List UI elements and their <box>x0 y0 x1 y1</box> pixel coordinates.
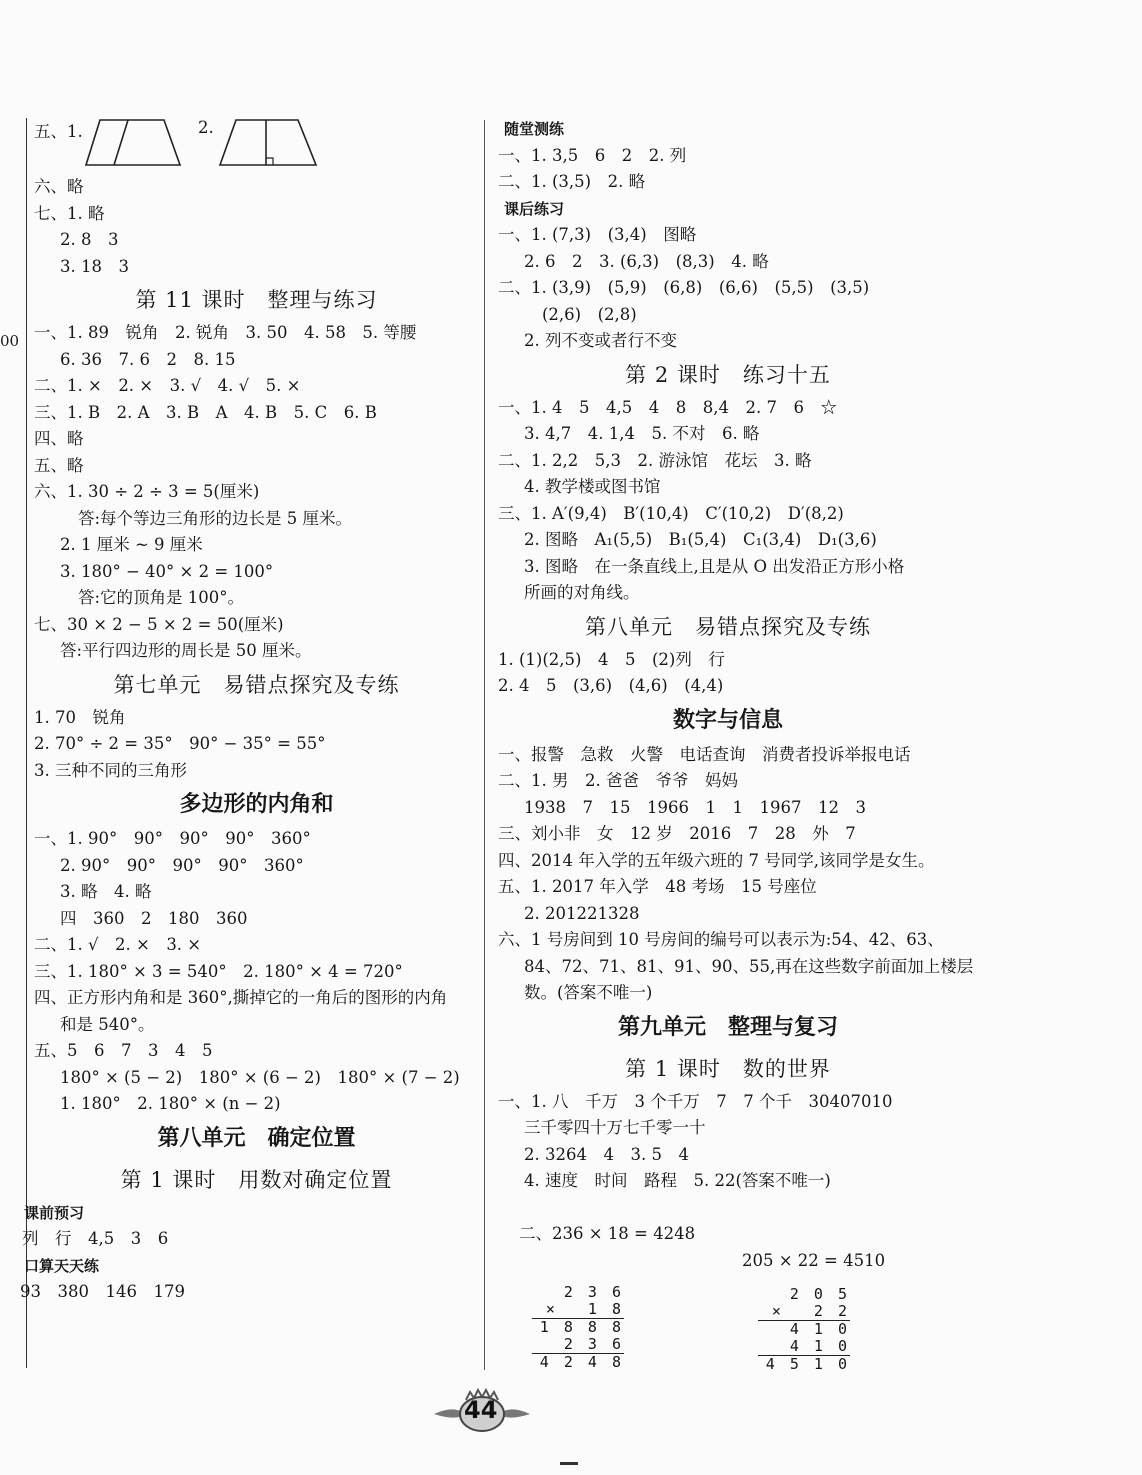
calc-row: 4 1 0 <box>758 1338 850 1356</box>
left-column <box>20 116 479 1306</box>
answer-line: 五、略 <box>34 455 84 475</box>
q5-label: 五、1. <box>34 122 83 141</box>
section-title: 第 11 课时 整理与练习 <box>135 288 378 312</box>
answer-line: 七、30 × 2 − 5 × 2 = 50(厘米) <box>34 614 284 634</box>
answer-line: 二、1. 男 2. 爸爸 爷爷 妈妈 <box>498 771 738 790</box>
answer-line: 180° × (5 − 2) 180° × (6 − 2) 180° × (7 − 2) <box>60 1067 460 1087</box>
answer-line: 答:平行四边形的周长是 50 厘米。 <box>60 641 312 660</box>
answer-line: 4. 速度 时间 路程 5. 22(答案不唯一) <box>524 1171 831 1190</box>
section-title: 第 2 课时 练习十五 <box>625 362 831 387</box>
answer-line: 2. 70° ÷ 2 = 35° 90° − 35° = 55° <box>34 734 326 753</box>
calc-row: 2 3 6 <box>532 1336 624 1354</box>
answer-line: 3. 4,7 4. 1,4 5. 不对 6. 略 <box>524 424 760 443</box>
subsection-label: 随堂测练 <box>504 120 565 138</box>
answer-line: 一、1. (7,3) (3,4) 图略 <box>498 225 697 244</box>
answer-line: 2. 1 厘米 ~ 9 厘米 <box>60 535 203 554</box>
answer-line: 4. 教学楼或图书馆 <box>524 477 661 496</box>
section-title: 多边形的内角和 <box>179 792 334 817</box>
answer-line: 1938 7 15 1966 1 1 1967 12 3 <box>524 797 866 817</box>
answer-line: 二、1. (3,9) (5,9) (6,8) (6,6) (5,5) (3,5) <box>498 278 870 297</box>
answer-line: 一、1. 4 5 4,5 4 8 8,4 2. 7 6 ☆ <box>498 397 837 417</box>
answer-line: 所画的对角线。 <box>524 583 640 602</box>
calc-equation-2: 205 × 22 = 4510 <box>742 1250 886 1270</box>
answer-line: 六、1. 30 ÷ 2 ÷ 3 = 5(厘米) <box>34 482 260 501</box>
answer-line: 二、1. 2,2 5,3 2. 游泳馆 花坛 3. 略 <box>498 450 812 470</box>
calc-row: 2 0 5 <box>789 1285 850 1303</box>
answer-line: 一、1. 89 锐角 2. 锐角 3. 50 4. 58 5. 等腰 <box>34 323 417 342</box>
vertical-calc-1 <box>532 1283 655 1371</box>
answer-line: 二、1. √ 2. × 3. × <box>34 935 202 954</box>
answer-line: 1. (1)(2,5) 4 5 (2)列 行 <box>498 649 725 669</box>
calc-row: 4 5 1 0 <box>765 1355 850 1373</box>
answer-line: 一、1. 3,5 6 2 2. 列 <box>498 145 687 165</box>
answer-line: (2,6) (2,8) <box>542 304 637 324</box>
calc-row: × 1 8 <box>532 1301 624 1319</box>
trapezoid-figure-1 <box>84 118 184 168</box>
q5-2-label: 2. <box>198 118 214 137</box>
answer-line: 84、72、71、81、91、90、55,再在这些数字前面加上楼层 <box>524 956 974 976</box>
answer-line: 2. 列不变或者行不变 <box>524 331 677 350</box>
q5-shapes <box>34 116 479 174</box>
answer-line: 五、5 6 7 3 4 5 <box>34 1041 213 1060</box>
answer-line: 三、刘小非 女 12 岁 2016 7 28 外 7 <box>498 824 856 843</box>
subsection-label: 课后练习 <box>504 199 565 218</box>
answer-line: 一、1. 八 千万 3 个千万 7 7 个千 30407010 <box>498 1091 893 1111</box>
trapezoid-figure-2 <box>218 118 318 168</box>
answer-line: 七、1. 略 <box>34 203 105 223</box>
calc-heading-row <box>498 1195 958 1270</box>
answer-line: 一、1. 90° 90° 90° 90° 360° <box>34 829 311 848</box>
subsection-label: 口算天天练 <box>24 1256 100 1275</box>
answer-line: 3. 三种不同的三角形 <box>34 760 187 780</box>
answer-line: 6. 36 7. 6 2 8. 15 <box>60 349 236 369</box>
answer-line: 答:它的顶角是 100°。 <box>78 588 245 607</box>
answer-line: 四 360 2 180 360 <box>60 908 248 928</box>
answer-line: 列 行 4,5 3 6 <box>22 1229 169 1248</box>
answer-line: 3. 图略 在一条直线上,且是从 O 出发沿正方形小格 <box>524 556 905 576</box>
answer-line: 答:每个等边三角形的边长是 5 厘米。 <box>78 508 353 528</box>
answer-line: 三、1. B 2. A 3. B A 4. B 5. C 6. B <box>34 402 377 422</box>
section-title: 第八单元 易错点探究及专练 <box>585 614 871 639</box>
answer-line: 1. 70 锐角 <box>34 707 126 727</box>
answer-line: 六、略 <box>34 177 84 196</box>
answer-line: 2. 201221328 <box>524 903 640 923</box>
vertical-calc-2 <box>758 1285 881 1373</box>
answer-line: 1. 180° 2. 180° × (n − 2) <box>60 1094 281 1113</box>
calc-row: 4 1 0 <box>789 1320 850 1338</box>
bottom-mark <box>560 1462 578 1465</box>
answer-line: 六、1 号房间到 10 号房间的编号可以表示为:54、42、63、 <box>498 930 944 949</box>
answer-line: 四、略 <box>34 429 84 448</box>
right-column <box>498 116 974 1270</box>
answer-line: 数。(答案不唯一) <box>524 983 653 1002</box>
section-title: 第 1 课时 用数对确定位置 <box>120 1167 393 1192</box>
answer-line: 2. 3264 4 3. 5 4 <box>524 1144 689 1164</box>
answer-line: 二、1. × 2. × 3. √ 4. √ 5. × <box>34 376 301 395</box>
margin-fragment: 00 <box>0 332 20 350</box>
answer-line: 五、1. 2017 年入学 48 考场 15 号座位 <box>498 877 817 896</box>
subsection-label: 课前预习 <box>24 1203 85 1222</box>
answer-line: 三、1. 180° × 3 = 540° 2. 180° × 4 = 720° <box>34 961 403 981</box>
answer-line: 三、1. A′(9,4) B′(10,4) C′(10,2) D′(8,2) <box>498 503 844 523</box>
answer-line: 2. 90° 90° 90° 90° 360° <box>60 855 304 875</box>
section-title: 第七单元 易错点探究及专练 <box>113 672 400 697</box>
calc-row: × 2 2 <box>758 1303 850 1321</box>
page-number: 44 <box>464 1396 498 1424</box>
answer-line: 3. 18 3 <box>60 256 129 276</box>
section-title: 数字与信息 <box>672 707 783 733</box>
section-title: 第八单元 确定位置 <box>157 1125 356 1151</box>
answer-line: 2. 图略 A₁(5,5) B₁(5,4) C₁(3,4) D₁(3,6) <box>524 530 877 549</box>
answer-line: 二、1. (3,5) 2. 略 <box>498 172 646 191</box>
answer-line: 四、正方形内角和是 360°,撕掉它的一角后的图形的内角 <box>34 988 448 1007</box>
calc-equation-1: 二、236 × 18 = 4248 <box>518 1224 696 1243</box>
answer-line: 和是 540°。 <box>60 1014 155 1034</box>
column-divider <box>484 120 485 1370</box>
section-title: 第九单元 整理与复习 <box>617 1014 838 1040</box>
answer-line: 三千零四十万七千零一十 <box>524 1118 706 1137</box>
answer-line: 2. 8 3 <box>60 230 119 249</box>
answer-line: 93 380 146 179 <box>20 1282 185 1301</box>
answer-line: 四、2014 年入学的五年级六班的 7 号同学,该同学是女生。 <box>498 850 935 870</box>
answer-line: 2. 6 2 3. (6,3) (8,3) 4. 略 <box>524 251 769 271</box>
answer-line: 2. 4 5 (3,6) (4,6) (4,4) <box>498 676 724 695</box>
section-title: 第 1 课时 数的世界 <box>625 1056 831 1081</box>
calc-row: 4 2 4 8 <box>539 1353 624 1371</box>
page-number-badge <box>432 1388 532 1434</box>
answer-line: 3. 180° − 40° × 2 = 100° <box>60 561 274 581</box>
left-edge-rule <box>26 118 27 1368</box>
answer-line: 一、报警 急救 火警 电话查询 消费者投诉举报电话 <box>498 744 911 764</box>
calc-row: 1 8 8 8 <box>539 1318 624 1336</box>
calc-row: 2 3 6 <box>563 1283 624 1301</box>
answer-line: 3. 略 4. 略 <box>60 882 152 901</box>
